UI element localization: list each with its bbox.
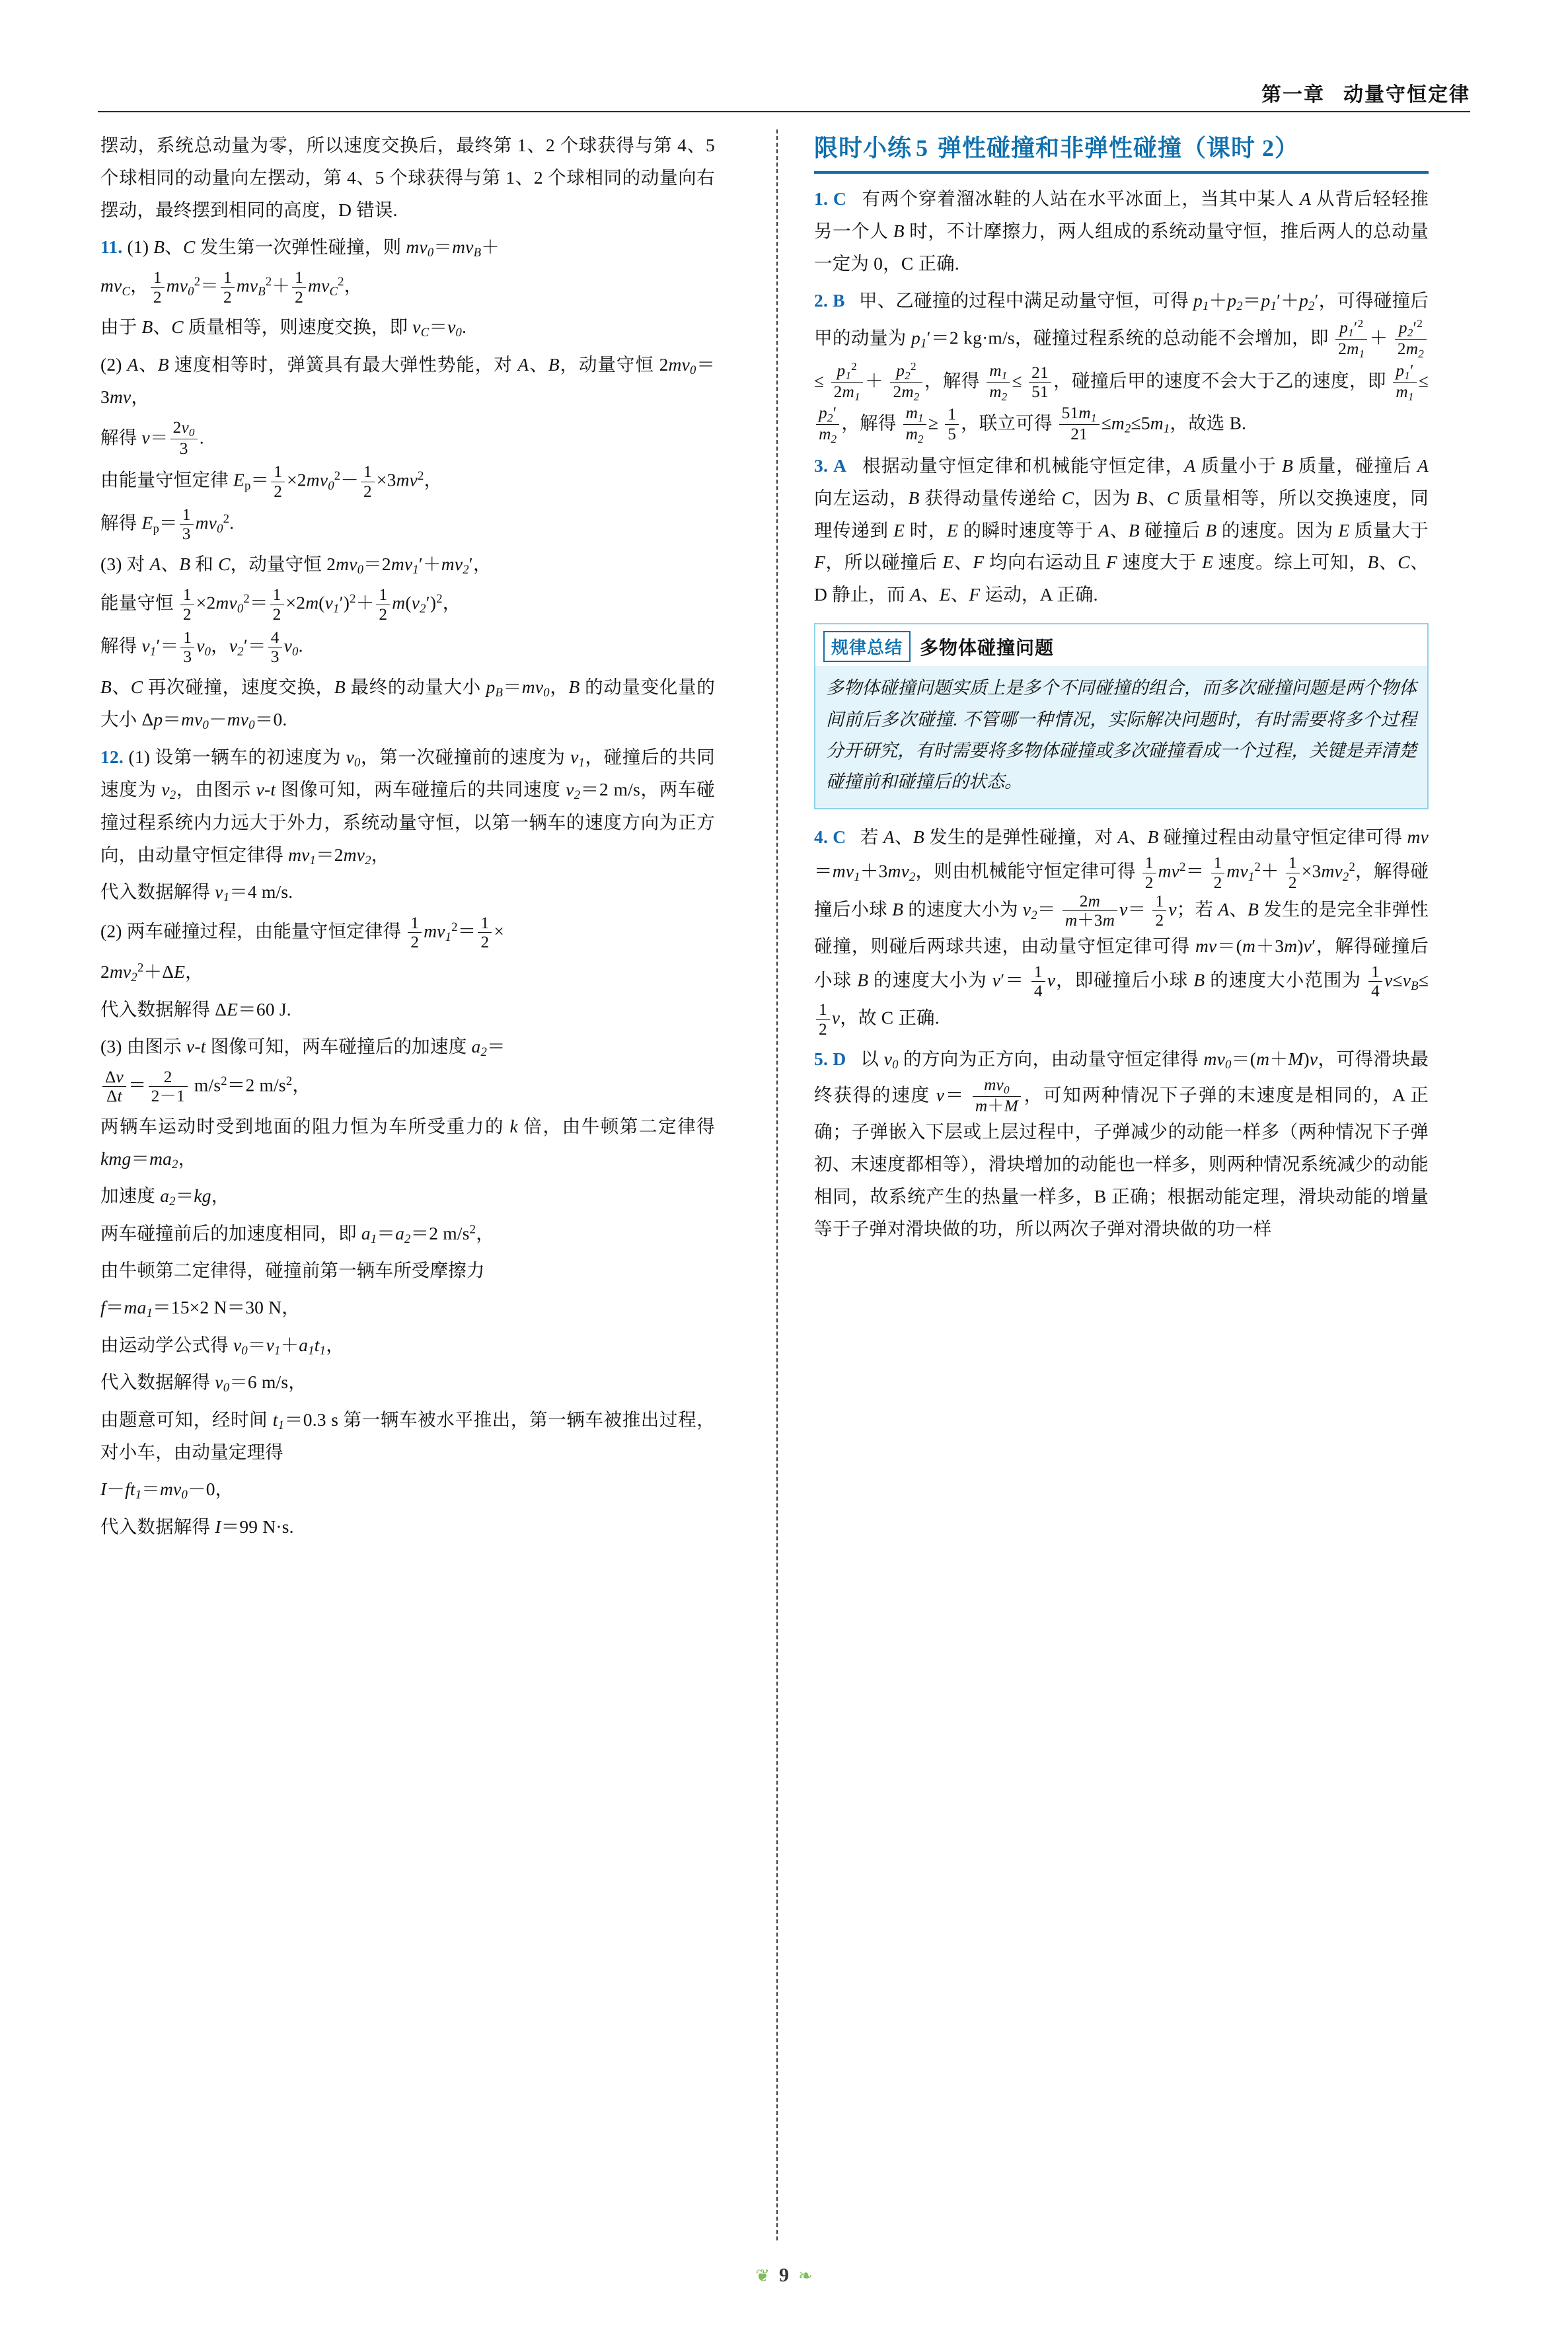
answer-item-11-line1b: $mv_C$， $\frac{1}{2}$ $mv_0^2=$ $\frac{1}{2}$ $mv_B^2+$ $\frac{1}{2}$ $mv_C^2$， xyxy=(100,268,363,307)
question-5: 5. D 以 $v_0$ 的方向为正方向，由动量守恒定律得 $mv_0=(m+M)v$，可得滑块最终获得的速度 v＝ $\frac{mv_0}{m+M}$ ，可知两种情况下子弹的末速度是相同的，A 正确；子弹嵌入下层或上层过程中，子弹减少的动能一样多（两种情况下子弹初、末速度都相等），滑块增加的动能也一样多，则两种情况系统减少的动能相同，故系统产生的热量一样多，B 正确；根据动能定理，滑块动能的增量等于子弹对滑块做的功，所以两次子弹对滑块做的功一样 xyxy=(814,1048,1429,1239)
question-1-number: 1. xyxy=(814,188,829,209)
header-title: 动量守恒定律 xyxy=(1343,84,1470,106)
question-3-number: 3. xyxy=(814,455,829,476)
answer-item-11-line8: 能量守恒 $\frac{1}{2}$ $\times 2mv_0^2=$ $\frac{1}{2}$ $\times 2m(v_1')^2+$ $\frac{1}{2}$ $m(v_2')^2$， xyxy=(100,585,461,624)
answer-item-11-line9: 解得 $v_1'=$ $\frac{1}{3}$ $v_0$，$v_2'=$ $\frac{4}{3}$ $v_0$. xyxy=(100,628,303,667)
item-number-11: 11. xyxy=(100,236,123,257)
answer-item-12-line4: 代入数据解得 ΔE＝60 J. xyxy=(100,998,291,1019)
page-number: 9 xyxy=(779,2264,789,2286)
left-column xyxy=(100,129,715,1548)
answer-item-11-line5: 由能量守恒定律 $E_p=$ $\frac{1}{2}$ $\times 2mv_0^2-$ $\frac{1}{2}$ $\times 3mv^2$， xyxy=(100,462,443,501)
question-2-number: 2. xyxy=(814,289,829,311)
header-rule xyxy=(98,111,1470,112)
question-1-answer: C xyxy=(833,188,846,209)
answer-item-12-line12: 由题意可知，经时间 $t_1=0.3$ s 第一辆车被水平推出，第一辆车被推出过程，对小车，由动量定理得 xyxy=(100,1409,716,1463)
tip-box xyxy=(814,623,1429,809)
answer-item-12-line7: 加速度 $a_2=kg$， xyxy=(100,1185,230,1209)
answer-item-11-line7: (3) 对 A、B 和 C，动量守恒 $2mv_0=2mv_1'+mv_2'$， xyxy=(100,553,492,577)
answer-item-11-line4: 解得 v＝ $\frac{2v_0}{3}$ . xyxy=(100,418,204,459)
question-5-answer: D xyxy=(833,1048,846,1069)
question-4: 4. C 若 A、B 发生的是弹性碰撞，对 A、B 碰撞过程由动量守恒定律可得 $mv=mv_1+3mv_2$，则由机械能守恒定律可得 $\frac{1}{2}$ $mv^2=$ $\frac{1}{2}$ $mv_1^2+$ $\frac{1}{2}$ $\times 3mv_2^2$，解得碰撞后小球 B 的速度大小为 $v_2=$ $\frac{2m}{m+3m}$ v＝ $\frac{1}{2}$ v；若 A、B 发生的是完全非弹性碰撞，则碰后两球共速，由动量守恒定律可得 mv＝(m＋3m)v′，解得碰撞后小球 B 的速度大小为 v′＝ $\frac{1}{4}$ v，即碰撞后小球 B 的速度大小范围为 $\frac{1}{4}$ $v\le v_B\le$ $\frac{1}{2}$ v，故 C 正确. xyxy=(814,827,1429,1039)
answer-item-12-line10: 由运动学公式得 $v_0=v_1+a_1t_1$， xyxy=(100,1334,344,1358)
question-4-answer: C xyxy=(833,827,846,848)
question-1: 1. C 有两个穿着溜冰鞋的人站在水平冰面上，当其中某人 A 从背后轻轻推另一个人 B 时，不计摩擦力，两人组成的系统动量守恒，推后两人的总动量一定为 0，C 正确. xyxy=(814,188,1429,274)
section-title xyxy=(814,129,1429,174)
answer-item-12-line13: $I-ft_1=mv_0-0$， xyxy=(100,1479,234,1502)
answer-item-12-line1: 12. (1) 设第一辆车的初速度为 $v_0$，第一次碰撞前的速度为 $v_1$，碰撞后的共同速度为 $v_2$，由图示 v-t 图像可知，两车碰撞后的共同速度 $v_2=2$ m/s，两车碰撞过程系统内力远大于外力，系统动量守恒，以第一辆车的速度方向为正方向，由动量守恒定律得 $mv_1=2mv_2$， xyxy=(100,746,715,867)
question-5-number: 5. xyxy=(814,1048,829,1069)
answer-item-12-line11: 代入数据解得 $v_0=6$ m/s， xyxy=(100,1372,307,1395)
column-divider xyxy=(776,129,778,2240)
tip-body: 多物体碰撞问题实质上是多个不同碰撞的组合，而多次碰撞问题是两个物体间前后多次碰撞. 不管哪一种情况，实际解决问题时，有时需要将多个过程分开研究，有时需要将多物体碰撞或多次碰撞看成一个过程，关键是弄清楚碰撞前和碰撞后的状态。 xyxy=(815,666,1427,808)
answer-item-12-line2: 代入数据解得 $v_1=4$ m/s. xyxy=(100,881,293,905)
answer-item-12-line3b: $2mv_2^2+\Delta E$， xyxy=(100,961,204,985)
question-3-answer: A xyxy=(833,455,847,476)
answer-item-12-line6: 两辆车运动时受到地面的阻力恒为车所受重力的 k 倍，由牛顿第二定律得 $kmg=ma_2$， xyxy=(100,1115,715,1171)
question-2: 2. B 甲、乙碰撞的过程中满足动量守恒，可得 $p_1+p_2=p_1'+p_2'$，可得碰撞后甲的动量为 $p_1'=2$ kg·m/s，碰撞过程系统的总动能不会增加，即 $\frac{p_1'^2}{2m_1}$ ＋ $\frac{p_2'^2}{2m_2}$ ≤ $\frac{p_1^2}{2m_1}$ ＋ $\frac{p_2^2}{2m_2}$ ，解得 $\frac{m_1}{m_2}$ ≤ $\frac{21}{51}$ ，碰撞后甲的速度不会大于乙的速度，即 $\frac{p_1'}{m_1}$ ≤ $\frac{p_2'}{m_2}$ ，解得 $\frac{m_1}{m_2}$ ≥ $\frac{1}{5}$ ，联立可得 $\frac{51m_1}{21}$ $\le m_2\le 5m_1$，故选 B. xyxy=(814,289,1429,445)
answer-item-11-line6: 解得 $E_p=$ $\frac{1}{3}$ $mv_0^2$. xyxy=(100,505,235,544)
header-chapter: 第一章 xyxy=(1261,84,1325,106)
answer-item-12-line9: 由牛顿第二定律得，碰撞前第一辆车所受摩擦力 xyxy=(100,1260,485,1281)
answer-item-12-line5: (3) 由图示 v-t 图像可知，两车碰撞后的加速度 $a_2=$ xyxy=(100,1035,505,1059)
leaf-icon: ❧ xyxy=(798,2266,813,2285)
answer-item-11-line1: 11. (1) B、C 发生第一次弹性碰撞，则 $mv_0=mv_B+$ xyxy=(100,236,500,260)
tip-title: 多物体碰撞问题 xyxy=(920,638,1055,659)
answer-item-11-line10: B、C 再次碰撞，速度交换，B 最终的动量大小 $p_B=mv_0$，B 的动量变化量的大小 $\Delta p=mv_0-mv_0=0$. xyxy=(100,676,716,733)
answer-item-12-line5b: $\frac{\Delta v}{\Delta t}$ ＝ $\frac{2}{2-1}$ $m/s^2=2$ $m/s^2$， xyxy=(100,1068,715,1106)
item-number-12: 12. xyxy=(100,746,124,767)
section-title-name: 弹性碰撞和非弹性碰撞（课时 2） xyxy=(938,135,1300,161)
question-3: 3. A 根据动量守恒定律和机械能守恒定律，A 质量小于 B 质量，碰撞后 A 向左运动，B 获得动量传递给 C，因为 B、C 质量相等，所以交换速度，同理传递到 E 时，E 的瞬时速度等于 A、B 碰撞后 B 的速度。因为 E 质量大于 F，所以碰撞后 E、F 均向右运动且 F 速度大于 E 速度。综上可知，B、C、D 静止，而 A、E、F 运动，A 正确. xyxy=(814,455,1429,605)
right-column xyxy=(814,129,1429,1250)
answer-item-12-line8: 两车碰撞前后的加速度相同，即 $a_1=a_2=2$ $m/s^2$， xyxy=(100,1222,494,1247)
paragraph-continued: 摆动，系统总动量为零，所以速度交换后，最终第 1、2 个球获得与第 4、5 个球相同的动量向左摆动，第 4、5 个球获得与第 1、2 个球相同的动量向右摆动，最终摆到相同的高度，D 错误. xyxy=(100,135,715,220)
page-header xyxy=(1261,78,1470,107)
answer-item-11-line3: (2) A、B 速度相等时，弹簧具有最大弹性势能，对 A、B，动量守恒 $2mv_0=3mv$， xyxy=(100,353,716,408)
question-4-number: 4. xyxy=(814,827,829,848)
answer-item-12-line9b: $f=ma_1=15\times 2$ N＝30 N， xyxy=(100,1297,300,1321)
page-footer xyxy=(0,2264,1568,2287)
leaf-icon: ❦ xyxy=(755,2266,770,2285)
section-title-prefix: 限时小练 xyxy=(814,135,913,161)
section-title-number: 5 xyxy=(916,135,929,161)
tip-header xyxy=(815,624,1427,666)
question-2-answer: B xyxy=(833,289,845,311)
tip-badge: 规律总结 xyxy=(823,631,911,662)
answer-item-12-line3: (2) 两车碰撞过程，由能量守恒定律得 $\frac{1}{2}$ $mv_1^2=$ $\frac{1}{2}$ × xyxy=(100,913,505,951)
answer-item-12-line14: 代入数据解得 I＝99 N·s. xyxy=(100,1516,294,1537)
answer-item-11-line2: 由于 B、C 质量相等，则速度交换，即 $v_C=v_0$. xyxy=(100,316,467,340)
